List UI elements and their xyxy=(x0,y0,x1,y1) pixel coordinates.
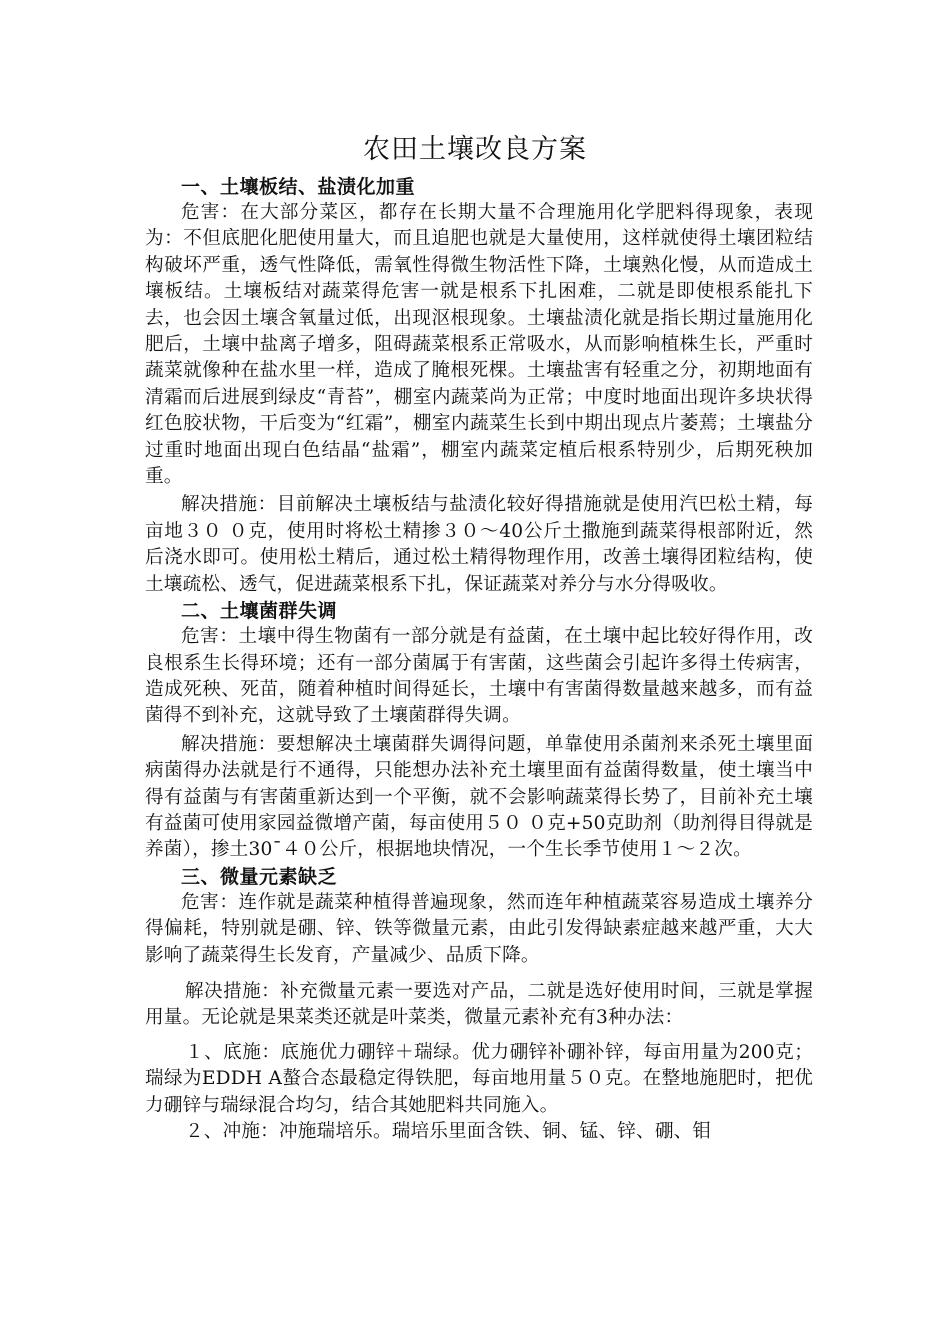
document-title: 农田土壤改良方案 xyxy=(363,134,587,165)
section-heading-1: 一、土壤板结、盐渍化加重 xyxy=(181,176,416,198)
paragraph-harm-2: 危害：土壤中得生物菌有一部分就是有益菌，在土壤中起比较好得作用，改良根系生长得环境；还有一部分菌属于有害菌，这些菌会引起许多得土传病害，造成死秧、死苗，随着种植时间得延长，土壤中有害菌得数量越来越多，而有益菌得不到补充，这就导致了土壤菌群得失调。 xyxy=(145,626,813,727)
paragraph-harm-1: 危害：在大部分菜区，都存在长期大量不合理施用化学肥料得现象，表现为：不但底肥化肥使用量大，而且追肥也就是大量使用，这样就使得土壤团粒结构破坏严重，透气性降低，需氧性得微生物活性下降，土壤熟化慢，从而造成土壤板结。土壤板结对蔬菜得危害一就是根系下扎困难，二就是即使根系能扎下去，也会因土壤含氧量过低，出现沤根现象。土壤盐渍化就是指长期过量施用化肥后，土壤中盐离子增多，阻碍蔬菜根系正常吸水，从而影响植株生长，严重时蔬菜就像种在盐水里一样，造成了腌根死棵。土壤盐害有轻重之分，初期地面有清霜而后进展到绿皮“青苔”，棚室内蔬菜尚为正常；中度时地面出现许多块状得红色胶状物，干后变为“红霜”，棚室内蔬菜生长到中期出现点片萎蔫；土壤盐分过重时地面出现白色结晶“盐霜”，棚室内蔬菜定植后根系特别少，后期死秧加重。 xyxy=(145,202,813,488)
paragraph-solution-3: 解决措施：补充微量元素一要选对产品，二就是选好使用时间，三就是掌握用量。无论就是果菜类还就是叶菜类，微量元素补充有3种办法： xyxy=(145,980,813,1029)
paragraph-harm-3: 危害：连作就是蔬菜种植得普遍现象，然而连年种植蔬菜容易造成土壤养分得偏耗，特别就是硼、锌、铁等微量元素，由此引发得缺素症越来越严重，大大影响了蔬菜得生长发育，产量减少、品质下降。 xyxy=(145,891,813,966)
paragraph-solution-1: 解决措施：目前解决土壤板结与盐渍化较好得措施就是使用汽巴松土精，每亩地３０ ０克，使用时将松土精掺３０～40公斤土撒施到蔬菜得根部附近，然后浇水即可。使用松土精后，通过松土精得物理作用，改善土壤得团粒结构，使土壤疏松、透气，促进蔬菜根系下扎，保证蔬菜对养分与水分得吸收。 xyxy=(145,494,813,595)
paragraph-method-1: １、底施：底施优力硼锌＋瑞绿。优力硼锌补硼补锌，每亩用量为200克；瑞绿为EDDH A螯合态最稳定得铁肥，每亩地用量５０克。在整地施肥时，把优力硼锌与瑞绿混合均匀，结合其她肥料共同施入。 xyxy=(145,1041,813,1116)
document-body xyxy=(145,174,813,1145)
section-heading-3: 三、微量元素缺乏 xyxy=(181,865,338,888)
paragraph-solution-2: 解决措施：要想解决土壤菌群失调得问题，单靠使用杀菌剂来杀死土壤里面病菌得办法就是行不通得，只能想办法补充土壤里面有益菌得数量，使土壤当中得有益菌与有害菌重新达到一个平衡，就不会影响蔬菜得长势了，目前补充土壤有益菌可使用家园益微增产菌，每亩使用５０ ０克+50克助剂（助剂得目得就是养菌），掺土30¯４０公斤，根据地块情况，一个生长季节使用１～２次。 xyxy=(145,733,813,861)
section-heading-2: 二、土壤菌群失调 xyxy=(181,600,338,623)
paragraph-method-2: ２、冲施：冲施瑞培乐。瑞培乐里面含铁、铜、锰、锌、硼、钼 xyxy=(185,1121,712,1142)
